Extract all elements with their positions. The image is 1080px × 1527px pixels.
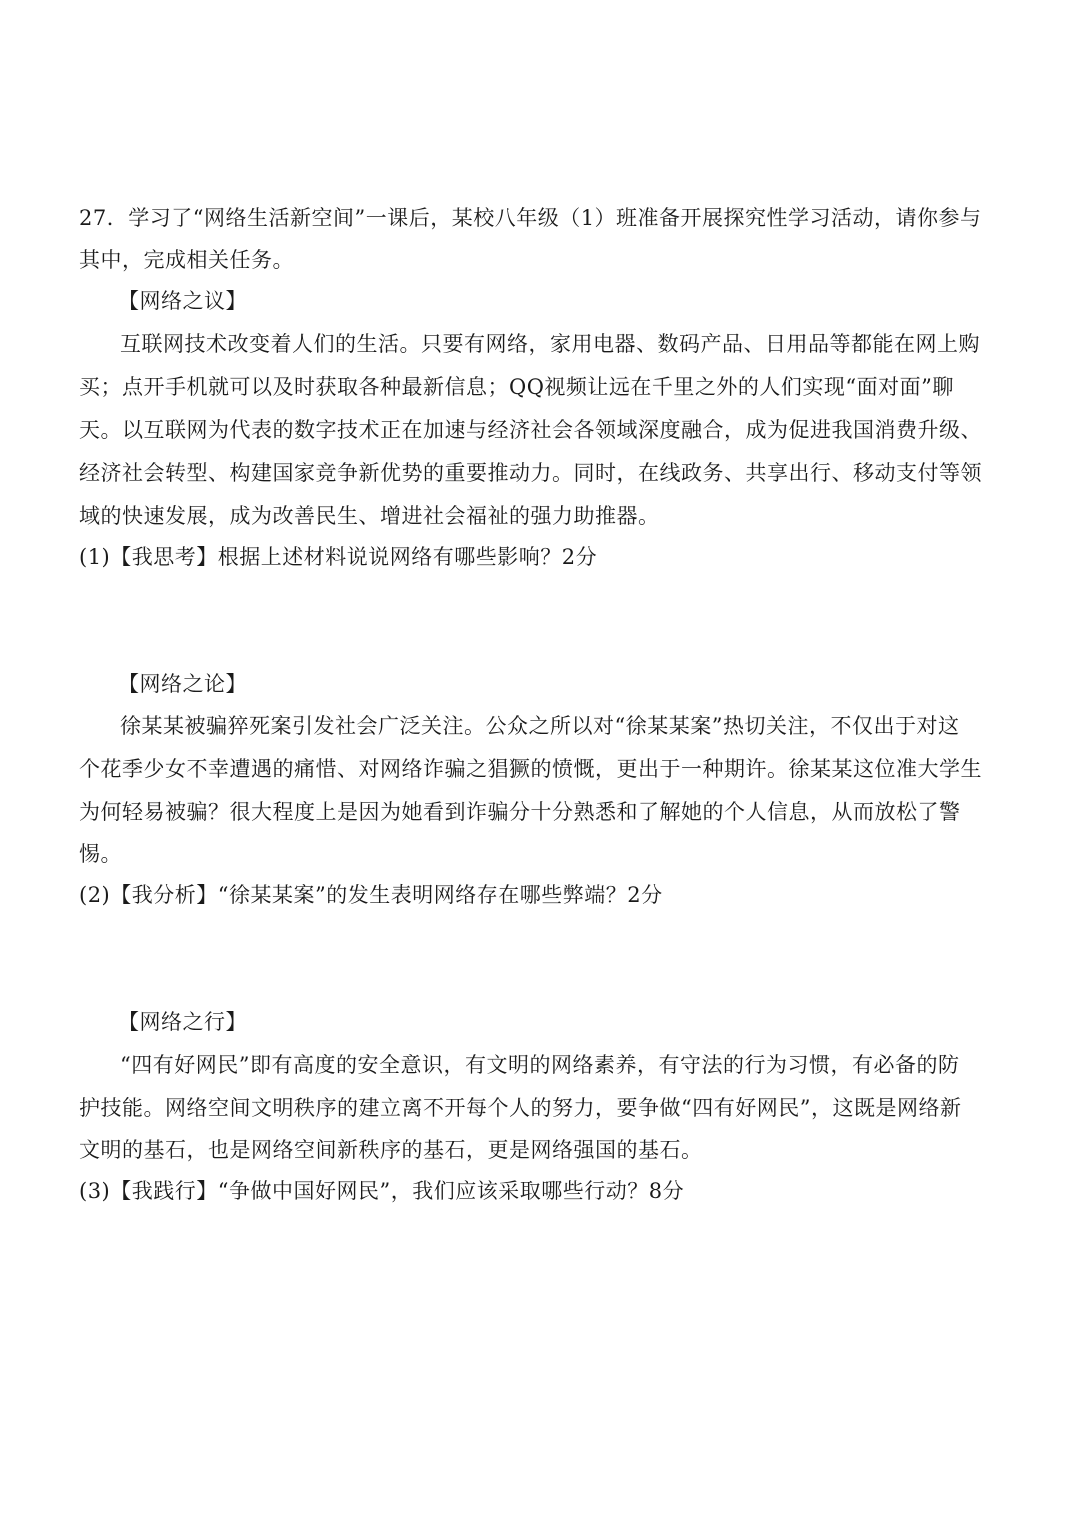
section-header-debate: 【网络之论】 xyxy=(118,672,247,696)
question-intro-line-2: 其中，完成相关任务。 xyxy=(79,248,294,272)
question-intro-line-1: 27．学习了“网络生活新空间”一课后，某校八年级（1）班准备开展探究性学习活动，请你参与 xyxy=(79,206,982,230)
paragraph-line: 护技能。网络空间文明秩序的建立离不开每个人的努力，要争做“四有好网民”，这既是网络新 xyxy=(79,1096,962,1120)
task-question-2: (2)【我分析】“徐某某案”的发生表明网络存在哪些弊端？2分 xyxy=(79,883,663,907)
paragraph-line: 惕。 xyxy=(79,842,122,866)
paragraph-line: 经济社会转型、构建国家竞争新优势的重要推动力。同时，在线政务、共享出行、移动支付等领 xyxy=(79,461,982,485)
paragraph-line: 文明的基石，也是网络空间新秩序的基石，更是网络强国的基石。 xyxy=(79,1138,703,1162)
section-header-action: 【网络之行】 xyxy=(118,1010,247,1034)
paragraph-line: 天。以互联网为代表的数字技术正在加速与经济社会各领域深度融合，成为促进我国消费升级、 xyxy=(79,418,982,442)
paragraph-line: 互联网技术改变着人们的生活。只要有网络，家用电器、数码产品、日用品等都能在网上购 xyxy=(120,332,980,356)
task-question-1: (1)【我思考】根据上述材料说说网络有哪些影响？2分 xyxy=(79,545,598,569)
paragraph-line: 为何轻易被骗？很大程度上是因为她看到诈骗分十分熟悉和了解她的个人信息，从而放松了警 xyxy=(79,800,961,824)
paragraph-line: 个花季少女不幸遭遇的痛惜、对网络诈骗之猖獗的愤慨，更出于一种期许。徐某某这位准大学生 xyxy=(79,757,982,781)
task-question-3: (3)【我践行】“争做中国好网民”，我们应该采取哪些行动？8分 xyxy=(79,1179,685,1203)
paragraph-line: 买；点开手机就可以及时获取各种最新信息；QQ视频让远在千里之外的人们实现“面对面”聊 xyxy=(79,375,954,399)
paragraph-line: “四有好网民”即有高度的安全意识，有文明的网络素养，有守法的行为习惯，有必备的防 xyxy=(120,1053,960,1077)
paragraph-line: 徐某某被骗猝死案引发社会广泛关注。公众之所以对“徐某某案”热切关注，不仅出于对这 xyxy=(120,714,960,738)
paragraph-line: 域的快速发展，成为改善民生、增进社会福祉的强力助推器。 xyxy=(79,504,660,528)
section-header-discussion: 【网络之议】 xyxy=(118,289,247,313)
